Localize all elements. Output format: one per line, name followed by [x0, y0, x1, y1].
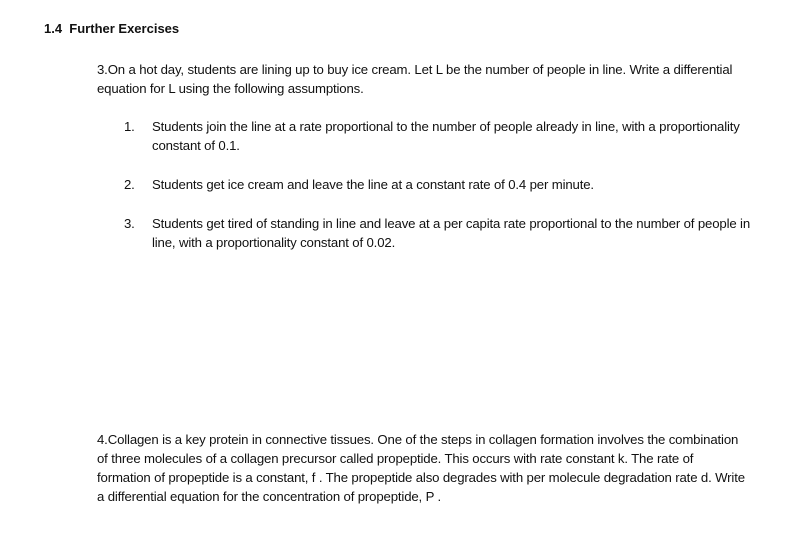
list-item-number: 1. [124, 119, 135, 134]
list-item-text: Students get ice cream and leave the line at a constant rate of 0.4 per minute. [152, 177, 594, 192]
list-item-number: 3. [124, 216, 135, 231]
assumptions-list [124, 117, 754, 272]
exercise-3-text: 3.On a hot day, students are lining up to buy ice cream. Let L be the number of people in line. Write a differential equation for L using the following assumptions. [97, 62, 733, 96]
list-item-text: Students get tired of standing in line and leave at a per capita rate proportional to the number of people in line, with a proportionality constant of 0.02. [152, 216, 751, 250]
list-item-number: 2. [124, 177, 135, 192]
list-item [124, 175, 754, 194]
list-item [124, 117, 754, 155]
list-item-text: Students join the line at a rate proportional to the number of people already in line, with a proportionality constant of 0.1. [152, 119, 740, 153]
exercise-4-text: 4.Collagen is a key protein in connective tissues. One of the steps in collagen formation involves the combination of three molecules of a collagen precursor called propeptide. This occurs with rate constant k. The rate of formation of propeptide is a constant, f . The propeptide also degrades with per molecule degradation rate d. Write a differential equation for the concentration of propeptide, P . [97, 432, 745, 504]
list-item [124, 214, 754, 252]
section-heading: 1.4 Further Exercises [44, 21, 180, 36]
